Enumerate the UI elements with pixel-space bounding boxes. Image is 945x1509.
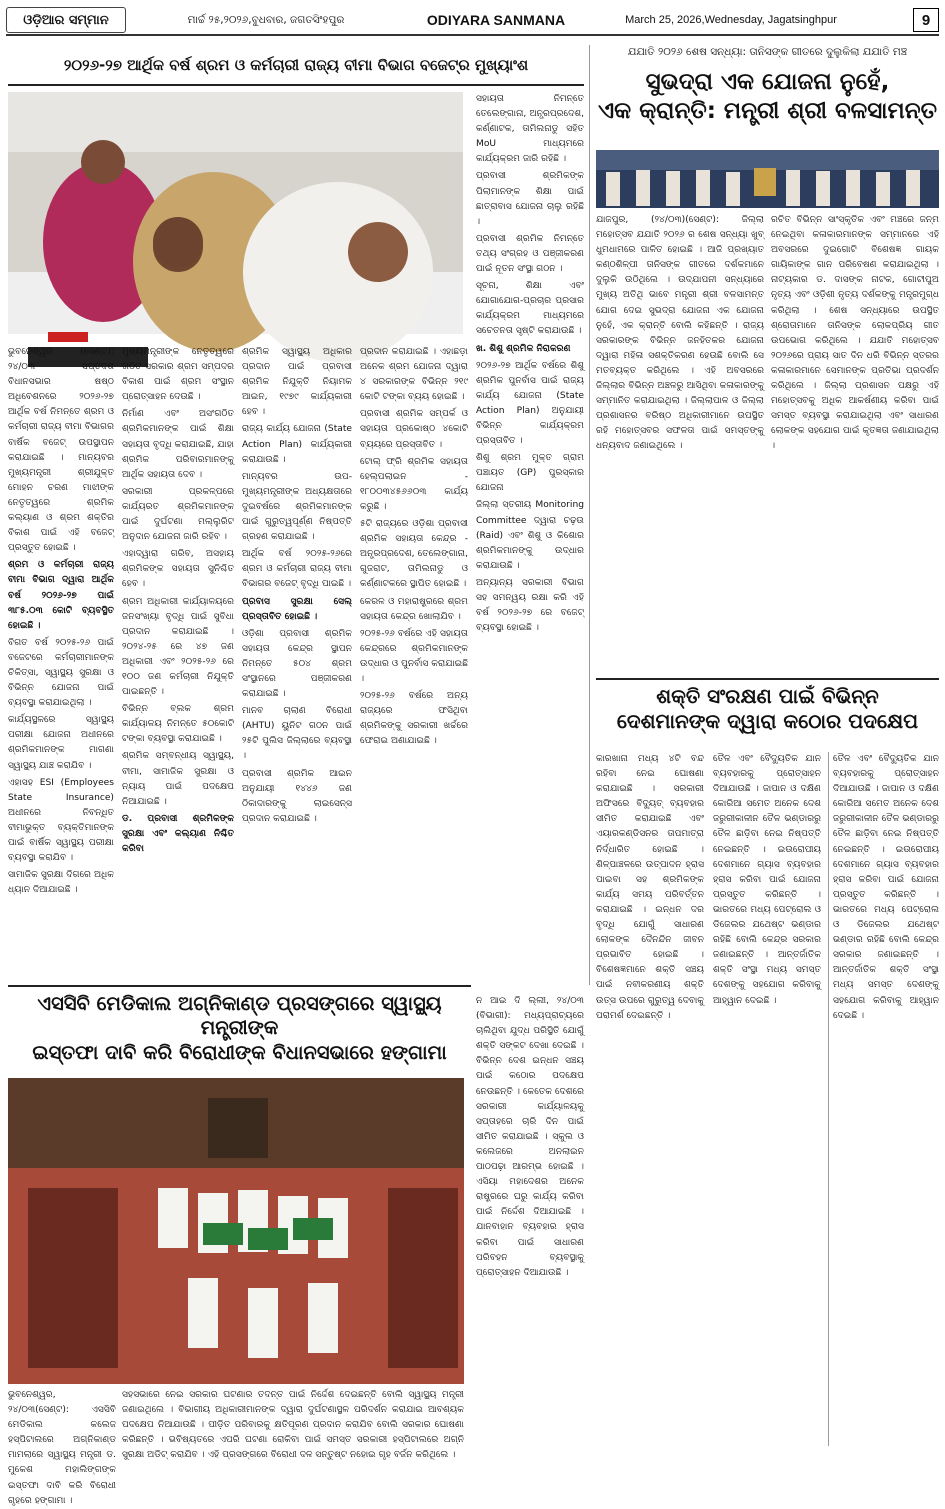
shakti-col4-para1: ତୈଳ ଏବଂ ବୈଦ୍ୟୁତିକ ଯାନ ବ୍ୟବହାରକୁ ପ୍ରୋତ୍ସାହନ ଦିଆଯାଉଛି । ଜାପାନ ଓ ଦକ୍ଷିଣ କୋରିଆ ସମେତ ଅନେକ ଦେଶ ଜରୁରୀକାଳୀନ ତୈଳ ଭଣ୍ଡାରରୁ ତୈଳ ଛାଡ଼ିବା ନେଇ ନିଷ୍ପତ୍ତି ନେଇଛନ୍ତି । ଇଉରୋପୀୟ ଦେଶମାନେ ଗ୍ୟାସ ବ୍ୟବହାର ହ୍ରାସ କରିବା ପାଇଁ ଯୋଜନା ପ୍ରସ୍ତୁତ କରିଛନ୍ତି । ଭାରତରେ ମଧ୍ୟ ପେଟ୍ରୋଲ ଓ ଡିଜେଲର ଯଥେଷ୍ଟ ଭଣ୍ଡାର ରହିଛି ବୋଲି କେନ୍ଦ୍ର ସରକାର ଜଣାଇଛନ୍ତି । ଆନ୍ତର୍ଜାତିକ ଶକ୍ତି ସଂସ୍ଥା ମଧ୍ୟ ସମସ୍ତ ଦେଶଙ୍କୁ ସହଯୋଗ କରିବାକୁ ଆହ୍ୱାନ ଦେଇଛି । [833,754,939,1021]
budget-col3-para3: ମାନ୍ୟବର ଉପ-ମୁଖ୍ୟମନ୍ତ୍ରୀଙ୍କ ଅଧ୍ୟକ୍ଷତାରେ ଦୁଇବର୍ଷରେ ଶ୍ରମିକମାନଙ୍କ ପାଇଁ ଗୁରୁତ୍ୱପୂର୍ଣ୍ଣ ନିଷ୍ପତ୍ତି ଗ୍ରହଣ କରାଯାଇଛି । [242,471,352,543]
shakti-column-2 [596,752,704,1446]
budget-col4-para1: ପ୍ରଦାନ କରାଯାଇଛି । ଏହାଛଡ଼ା ଅନେକ ଶ୍ରମ ଯୋଜନା ଦ୍ୱାରା ୪ ସରକାରଙ୍କ ବିଭିନ୍ନ ୨୧୯ କୋଟି ଟଙ୍କା ବ୍ୟୟ ହୋଇଛି । [360,347,468,403]
budget-column-4 [360,345,468,981]
budget-col5-para7: ଶିଶୁ ଶ୍ରମ ମୁକ୍ତ ଗ୍ରାମ ପଞ୍ଚାୟତ (GP) ପୁରସ୍କାର ଯୋଜନା [476,453,584,494]
subhadra-photo [596,150,939,208]
budget-col1-para1: ଭୁବନେଶ୍ୱର (ସେଣ୍ଟ): ୨୪/୦୩ ସପ୍ତଦଶ ବିଧାନସଭାର ଷଷ୍ଠ ଅଧିବେଶନରେ ୨୦୨୬-୨୭ ଆର୍ଥିକ ବର୍ଷ ନିମନ୍ତେ ଶ୍ରମ ଓ କର୍ମଚାରୀ ରାଜ୍ୟ ବୀମା ବିଭାଗର ବାର୍ଷିକ ବଜେଟ୍ ଉପସ୍ଥାପନ କରାଯାଇଛି । ମାନ୍ୟବର ମୁଖ୍ୟମନ୍ତ୍ରୀ ଶ୍ରୀଯୁକ୍ତ ମୋହନ ଚରଣ ମାଝୀଙ୍କ ନେତୃତ୍ୱରେ ଶ୍ରମିକ କଲ୍ୟାଣ ଓ ଶ୍ରମ ଶକ୍ତିର ବିକାଶ ପାଇଁ ଏହି ବଜେଟ୍ ପ୍ରସ୍ତୁତ ହୋଇଛି । [8,347,114,554]
budget-column-3 [242,345,352,981]
budget-col1-para4: କାର୍ଯ୍ୟସ୍ଥଳରେ ସ୍ୱାସ୍ଥ୍ୟ ପରୀକ୍ଷା ଯୋଜନା ଅଧୀନରେ ଶ୍ରମିକମାନଙ୍କ ମାଗଣା ସ୍ୱାସ୍ଥ୍ୟ ଯାଞ୍ଚ କରାଯିବ । [8,715,114,771]
budget-photo [8,92,463,334]
budget-col4-para3: ଟୋଲ୍ ଫ୍ରି ଶ୍ରମିକ ସହାୟତା ହେଲ୍ପଲାଇନ - ୧୮୦୦୩୪୫୬୬୦୩ କାର୍ଯ୍ୟ କରୁଛି । [360,456,468,512]
budget-col4-para2: ପ୍ରବାସୀ ଶ୍ରମିକ ସମ୍ପର୍କ ଓ ସହାୟତା ପ୍ରକୋଷ୍ଠ ୪କୋଟି ବ୍ୟୟରେ ପ୍ରସ୍ତାବିତ । [360,409,468,450]
budget-col4-para4: ୫ଟି ରାଜ୍ୟରେ ଓଡ଼ିଶା ପ୍ରବାସୀ ଶ୍ରମିକ ସହାୟତା କେନ୍ଦ୍ର - ଅନ୍ଧ୍ରପ୍ରଦେଶ, ତେଲେଙ୍ଗାନା, ଗୁଜରାଟ, ତାମିଲନାଡୁ ଓ କର୍ଣ୍ଣାଟକରେ ସ୍ଥାପିତ ହୋଇଛି । [360,519,468,590]
budget-column-5 [476,92,584,981]
shakti-col2-para1: କାରଖାନା ମଧ୍ୟ ୪ଟି ବନ୍ଦ ରହିବା ନେଇ ଘୋଷଣା କରାଯାଇଛି । ସରକାରୀ ଅଫିସରେ ବିଦ୍ୟୁତ୍ ବ୍ୟବହାର ସୀମିତ କରାଯାଇଛି ଏବଂ ଏୟାରକଣ୍ଡିସନର ତାପମାତ୍ରା ନିର୍ଦ୍ଧାରିତ ହୋଇଛି । ଶିଳ୍ପାଞ୍ଚଳରେ ଉତ୍ପାଦନ ହ୍ରାସ ପାଇବା ସହ ଶ୍ରମିକଙ୍କ କାର୍ଯ୍ୟ ସମୟ ପରିବର୍ତ୍ତନ କରାଯାଇଛି । ଇନ୍ଧନ ଦର ବୃଦ୍ଧି ଯୋଗୁଁ ସାଧାରଣ ଲୋକଙ୍କ ଦୈନନ୍ଦିନ ଜୀବନ ପ୍ରଭାବିତ ହୋଇଛି । ବିଶେଷଜ୍ଞମାନେ ଶକ୍ତି ସଞ୍ଚୟ ପାଇଁ ନବୀକରଣୀୟ ଶକ୍ତି ଉତ୍ସ ଉପରେ ଗୁରୁତ୍ୱ ଦେବାକୁ ପରାମର୍ଶ ଦେଇଛନ୍ତି । [596,754,704,1021]
newspaper-logo: ଓଡ଼ିଆର ସମ୍ମାନ [6,7,126,33]
budget-col5-para9: ଅନ୍ୟାନ୍ୟ ସରକାରୀ ବିଭାଗ ସହ ସମନ୍ୱୟ ରକ୍ଷା କରି ଏହି ବର୍ଷ ୨୦୨୬-୨୭ ରେ ବଜେଟ୍ ବ୍ୟବସ୍ଥା ହୋଇଛି । [476,577,584,634]
shakti-column-4 [833,752,939,1446]
shakti-column-1 [476,994,584,1446]
divider-shakti [596,678,939,680]
shakti-headline-line1: ଶକ୍ତି ସଂରକ୍ଷଣ ପାଇଁ ବିଭିନ୍ନ [656,684,879,708]
budget-col3-para5: ପ୍ରବାସ ସୁରକ୍ଷା ସେଲ୍‌ ପ୍ରସ୍ତାବିତ ହୋଇଛି । [242,596,352,622]
subhadra-kicker: ଯଯାତି ୨୦୨୬ ଶେଷ ସନ୍ଧ୍ୟା: ତାନିସଙ୍କ ଗୀତରେ ଦୁଲୁକିଲା ଯଯାତି ମଞ୍ଚ [627,46,908,58]
budget-headline: ୨୦୨୬-୨୭ ଆର୍ଥିକ ବର୍ଷ ଶ୍ରମ ଓ କର୍ମଚାରୀ ରାଜ୍ୟ ବୀମା ବିଭାଗ ବଜେଟ୍‌ର ମୁଖ୍ୟାଂଶ [8,56,584,86]
budget-col4-para7: ୨୦୨୫-୨୬ ବର୍ଷରେ ଅନ୍ୟ ରାଜ୍ୟରେ ଫସିଥିବା ଶ୍ରମିକଙ୍କୁ ସରକାରୀ ଖର୍ଚ୍ଚରେ ଫେରାଇ ଅଣାଯାଇଛି । [360,691,468,747]
shakti-headline-line2: ଦେଶମାନଙ୍କ ଦ୍ୱାରା କଠୋର ପଦକ୍ଷେପ [616,709,919,733]
newspaper-name: ODIYARA SANMANA [426,12,566,28]
scb-bottom-para: ସହସଭାରେ ନେଇ ସରକାର ଘଟଣାର ତଦନ୍ତ ପାଇଁ ନିର୍ଦ୍ଦେଶ ଦେଇଛନ୍ତି ବୋଲି ସ୍ୱାସ୍ଥ୍ୟ ମନ୍ତ୍ରୀ ଜଣାଇଥିଲେ । ବିଭାଗୀୟ ଅଧିକାରୀମାନଙ୍କ ଦ୍ୱାରା ଦୁର୍ଘଟଣାସ୍ଥଳ ପରିଦର୍ଶନ କରାଯାଇ ଆବଶ୍ୟକ ପଦକ୍ଷେପ ନିଆଯାଉଛି । ପୀଡ଼ିତ ପରିବାରକୁ କ୍ଷତିପୂରଣ ପ୍ରଦାନ କରାଯିବ ବୋଲି ସରକାର ଘୋଷଣା କରିଛନ୍ତି । ଭବିଷ୍ୟତରେ ଏପରି ଘଟଣା ରୋକିବା ପାଇଁ ସମସ୍ତ ସରକାରୀ ହସ୍ପିଟାଲରେ ଅଗ୍ନି ସୁରକ୍ଷା ଅଡିଟ୍ କରାଯିବ । ଏହି ପ୍ରସଙ୍ଗରେ ବିରୋଧୀ ଦଳ ସନ୍ତୁଷ୍ଟ ନହୋଇ ଗୃହ ବର୍ଜନ କରିଥିଲେ । [122,1390,464,1461]
budget-col2-para7: ଶ୍ରମିକ ସମ୍ବନ୍ଧୀୟ ସ୍ୱାସ୍ଥ୍ୟ, ବୀମା, ସାମାଜିକ ସୁରକ୍ଷା ଓ ନ୍ୟାୟ ପାଇଁ ପଦକ୍ଷେପ ନିଆଯାଇଛି । [122,751,234,807]
budget-column-1 [8,345,114,981]
scb-headline [8,992,471,1070]
budget-col3-para1: ଶ୍ରମିକ ସ୍ୱାସ୍ଥ୍ୟ ଅଧିକାର ପ୍ରଦାନ ପାଇଁ ପ୍ରବାସୀ ଶ୍ରମିକ ନିଯୁକ୍ତି ନିୟାମକ ଆଇନ, ୧୯୭୯ କାର୍ଯ୍ୟକାରୀ ହେବ । [242,347,352,418]
budget-col2-para8: ଡ. ପ୍ରବାସୀ ଶ୍ରମିକଙ୍କ ସୁରକ୍ଷା ଏବଂ କଲ୍ୟାଣ ନିଶ୍ଚିତ କରିବା [122,813,234,854]
budget-col2-para2: ନିର୍ମାଣ ଏବଂ ଅସଂଗଠିତ ଶ୍ରମିକମାନଙ୍କ ପାଇଁ ଶିକ୍ଷା ସହାୟତା ବୃଦ୍ଧି କରାଯାଇଛି, ଯାହା ଶ୍ରମିକ ପରିବାରମାନଙ୍କୁ ଆର୍ଥିକ ସହାୟତା ଦେବ । [122,409,234,480]
divider-scb [8,985,471,987]
budget-col2-para1: ମୁଖ୍ୟମନ୍ତ୍ରୀଙ୍କ ନେତୃତ୍ୱରେ ଗଠିତ ସରକାର ଶ୍ରମ ସମ୍ପଦର ବିକାଶ ପାଇଁ ଶ୍ରମ ସଂସ୍ଥାନ ପ୍ରୋତ୍ସାହନ ଦେଉଛି । [122,347,234,403]
budget-col1-para6: ସାମାଜିକ ସୁରକ୍ଷା ଦିଗରେ ଅଧିକ ଧ୍ୟାନ ଦିଆଯାଇଛି । [8,870,114,896]
subhadra-headline-line1: ସୁଭଦ୍ରା ଏକ ଯୋଜନା ନୁହେଁ, [645,69,890,95]
budget-col3-para6: ଓଡ଼ିଶା ପ୍ରବାସୀ ଶ୍ରମିକ ସହାୟତା କେନ୍ଦ୍ର ସ୍ଥାପନ ନିମନ୍ତେ ୫୦୪ ଶ୍ରମ ସଂସ୍ଥାନରେ ପଞ୍ଜୀକରଣ କରାଯାଇଛି । [242,628,352,700]
subhadra-col2-para1: ରଚିତ ବିଭିନ୍ନ ସାଂସ୍କୃତିକ ଏବଂ ମଞ୍ଚରେ ଜନ୍ମ ନେଇଥିବା କଳାକାରମାନଙ୍କ ସମ୍ମାନରେ ଏହି ଅବସରରେ ଦୁଇଗୋଟି ବିଶେଷଜ୍ଞ ଗାୟକ ଗାୟିକାଙ୍କ ଗାନ ପରିବେଷଣ କରାଯାଇଥିଲା । ନାଟ୍ୟକାର ଡ. ଦାସଙ୍କ ନାଟକ, ଗୋଟୀପୁଅ ନୃତ୍ୟ ଏବଂ ଓଡ଼ିଶୀ ନୃତ୍ୟ ଦର୍ଶକଙ୍କୁ ମନ୍ତ୍ରମୁଗ୍ଧ କରିଥିଲା । ଶେଷ ସନ୍ଧ୍ୟାରେ ଉପସ୍ଥିତ ଶ୍ରୋତାମାନେ ତାନିସଙ୍କ ଲୋକପ୍ରିୟ ଗୀତ ଉପଭୋଗ କରିଥିଲେ । ଯଯାତି ମହୋତ୍ସବ ୨୦୨୬ରେ ପ୍ରାୟ ସାତ ଦିନ ଧରି ବିଭିନ୍ନ ସ୍ତରର କଳାକାରମାନେ ସେମାନଙ୍କ ପ୍ରତିଭା ପ୍ରଦର୍ଶନ କରିଥିଲେ । ଜିଲ୍ଲା ପ୍ରଶାସନ ପକ୍ଷରୁ ଏହି ମହୋତ୍ସବକୁ ଅଧିକ ଆକର୍ଷଣୀୟ କରିବା ପାଇଁ ସମସ୍ତ ବ୍ୟବସ୍ଥା କରାଯାଇଥିଲା ଏବଂ ସାଧାରଣ ଲୋକଙ୍କ ସହଯୋଗ ପାଇଁ କୃତଜ୍ଞତା ଜଣାଯାଇଥିଲା । [771,215,939,452]
shakti-column-3 [713,752,821,1446]
budget-col5-para3: ପ୍ରବାସୀ ଶ୍ରମିକ ନିମନ୍ତେ ତଥ୍ୟ ସଂଗ୍ରହ ଓ ପଞ୍ଜୀକରଣ ପାଇଁ ନୂତନ ସଂସ୍ଥା ଗଠନ । [476,233,584,275]
scb-headline-line1: ଏସସିବି ମେଡିକାଲ ଅଗ୍ନିକାଣ୍ଡ ପ୍ରସଙ୍ଗରେ ସ୍ୱାସ୍ଥ୍ୟ ମନ୍ତ୍ରୀଙ୍କ [37,992,442,1040]
budget-column-2 [122,345,234,981]
budget-col1-para2: ଶ୍ରମ ଓ କର୍ମଚାରୀ ରାଜ୍ୟ ବୀମା ବିଭାଗ ଦ୍ୱାରା ଆର୍ଥିକ ବର୍ଷ ୨୦୨୬-୨୭ ପାଇଁ ୩୮୫.୦୩ କୋଟି ବ୍ୟବସ୍ଥିତ ହୋଇଛି । [8,560,114,631]
budget-col3-para2: ରାଜ୍ୟ କାର୍ଯ୍ୟ ଯୋଜନା (State Action Plan) କାର୍ଯ୍ୟକାରୀ କରାଯାଉଛି । [242,424,352,465]
date-english: March 25, 2026,Wednesday, Jagatsinghpur [625,14,837,26]
masthead [6,6,939,36]
subhadra-column-1 [596,213,764,673]
subhadra-col1-para1: ଯାଜପୁର, (୨୪/୦୩)(ସେଣ୍ଟ): ଜିଲ୍ଲା ମହୋତ୍ସବ ଯଯାତି ୨୦୨୬ ର ଶେଷ ସନ୍ଧ୍ୟା ଖୁବ୍ ଧୁମଧାମରେ ପାଳିତ ହୋଇଛି । ଆଜି ପ୍ରଖ୍ୟାତ କଣ୍ଠଶିଳ୍ପୀ ତାନିସଙ୍କ ଗୀତରେ ଦର୍ଶକମାନେ ଦୁଲୁକି ଉଠିଥିଲେ । ଉଦ୍‌ଯାପନୀ ସନ୍ଧ୍ୟାରେ ମୁଖ୍ୟ ଅତିଥି ଭାବେ ମନ୍ତ୍ରୀ ଶ୍ରୀ ବଳସାମନ୍ତ ଯୋଗ ଦେଇ ସୁଭଦ୍ରା ଯୋଜନା ଏକ ଯୋଜନା ନୁହେଁ, ଏକ କ୍ରାନ୍ତି ବୋଲି କହିଛନ୍ତି । ରାଜ୍ୟ ସରକାରଙ୍କ ବିଭିନ୍ନ ଜନହିତକର ଯୋଜନା ଦ୍ୱାରା ମହିଳା ସଶକ୍ତିକରଣ ହେଉଛି ବୋଲି ସେ ମତବ୍ୟକ୍ତ କରିଥିଲେ । ଏହି ଅବସରରେ ଜିଲ୍ଲାର ବିଭିନ୍ନ ଅଞ୍ଚଳରୁ ଆସିଥିବା କଳାକାରଙ୍କୁ ସମ୍ମାନିତ କରାଯାଇଥିଲା । ଜିଲ୍ଲାପାଳ ଓ ଜିଲ୍ଲା ପ୍ରଶାସନର ବରିଷ୍ଠ ଅଧିକାରୀମାନେ ଉପସ୍ଥିତ ରହି ମହୋତ୍ସବର ସଫଳତା ପାଇଁ ସମସ୍ତଙ୍କୁ ଧନ୍ୟବାଦ ଜଣାଇଥିଲେ । [596,215,764,452]
budget-col4-para6: ୨୦୨୫-୨୬ ବର୍ଷରେ ଏହି ସହାୟତା କେନ୍ଦ୍ରରେ ଶ୍ରମିକମାନଙ୍କ ଉଦ୍ଧାର ଓ ପୁନର୍ବାସ କରାଯାଇଛି । [360,628,468,684]
subhadra-headline-line2: ଏକ କ୍ରାନ୍ତି: ମନ୍ତ୍ରୀ ଶ୍ରୀ ବଳସାମନ୍ତ [598,97,937,124]
budget-col2-para3: ସରକାରୀ ପ୍ରକଳ୍ପରେ କାର୍ଯ୍ୟରତ ଶ୍ରମିକମାନଙ୍କ ପାଇଁ ଦୁର୍ଘଟଣା ମଲ୍ଲୁରିଟ ଅନୁଦାନ ଯୋଜନା ଜାରି ରହିବ । [122,486,234,543]
shakti-col3-para1: ତୈଳ ଏବଂ ବୈଦ୍ୟୁତିକ ଯାନ ବ୍ୟବହାରକୁ ପ୍ରୋତ୍ସାହନ ଦିଆଯାଉଛି । ଜାପାନ ଓ ଦକ୍ଷିଣ କୋରିଆ ସମେତ ଅନେକ ଦେଶ ଜରୁରୀକାଳୀନ ତୈଳ ଭଣ୍ଡାରରୁ ତୈଳ ଛାଡ଼ିବା ନେଇ ନିଷ୍ପତ୍ତି ନେଇଛନ୍ତି । ଇଉରୋପୀୟ ଦେଶମାନେ ଗ୍ୟାସ ବ୍ୟବହାର ହ୍ରାସ କରିବା ପାଇଁ ଯୋଜନା ପ୍ରସ୍ତୁତ କରିଛନ୍ତି । ଭାରତରେ ମଧ୍ୟ ପେଟ୍ରୋଲ ଓ ଡିଜେଲର ଯଥେଷ୍ଟ ଭଣ୍ଡାର ରହିଛି ବୋଲି କେନ୍ଦ୍ର ସରକାର ଜଣାଇଛନ୍ତି । ଆନ୍ତର୍ଜାତିକ ଶକ୍ତି ସଂସ୍ଥା ମଧ୍ୟ ସମସ୍ତ ଦେଶଙ୍କୁ ସହଯୋଗ କରିବାକୁ ଆହ୍ୱାନ ଦେଇଛି । [713,754,821,1006]
divider-vertical-left [589,45,590,985]
budget-col3-para7: ମାନବ ଚାଲାଣ ବିରୋଧୀ (AHTU) ୟୁନିଟ ଗଠନ ପାଇଁ ୨୫ଟି ପୁଲିସ ଜିଲ୍ଲାରେ ବ୍ୟବସ୍ଥା । [242,706,352,762]
budget-col2-para6: ବିଭିନ୍ନ ବ୍ଲକ ଶ୍ରମ କାର୍ଯ୍ୟାଳୟ ନିମନ୍ତେ ୫୦କୋଟି ଟଙ୍କା ବ୍ୟବସ୍ଥା କରାଯାଇଛି । [122,704,234,745]
budget-col2-para5: ଶ୍ରମ ଅଧିକାରୀ କାର୍ଯ୍ୟାଳୟରେ ଜନସଂଖ୍ୟା ବୃଦ୍ଧି ପାଇଁ ସୁବିଧା ପ୍ରଦାନ କରାଯାଇଛି । ୨୦୨୪-୨୫ ରେ ୪୭ ଜଣ ଅଧିକାରୀ ଏବଂ ୨୦୨୫-୨୬ ରେ ୧୦୦ ଜଣ କର୍ମଚାରୀ ନିଯୁକ୍ତି ପାଇଛନ୍ତି । [122,596,234,698]
scb-column-2 [122,1388,464,1461]
divider-vertical-right [828,752,829,1446]
budget-col5-para1: ସହାୟତା ନିମନ୍ତେ ତେଲେଙ୍ଗାନା, ଅନ୍ଧ୍ରପ୍ରଦେଶ, କର୍ଣ୍ଣାଟକ, ତାମିଲନାଡୁ ସହିତ MoU ମାଧ୍ୟମରେ କାର୍ଯ୍ୟକ୍ରମ ଜାରି ରହିଛି । [476,94,584,165]
budget-col1-para3: ବିଗତ ବର୍ଷ ୨୦୨୫-୨୬ ପାଇଁ ବଜେଟରେ କର୍ମଚାରୀମାନଙ୍କ ଚିକିତ୍ସା, ସ୍ୱାସ୍ଥ୍ୟ ସୁରକ୍ଷା ଓ ବିଭିନ୍ନ ଯୋଜନା ପାଇଁ ବ୍ୟବସ୍ଥା କରାଯାଇଥିଲା । [8,637,114,709]
scb-dateline: ଭୁବନେଶ୍ୱର, ୨୪/୦୩(ସେଣ୍ଟ): ଏସସିବି ମେଡିକାଲ କଲେଜ ହସ୍ପିଟାଲରେ ଅଗ୍ନିକାଣ୍ଡ ମାମଲାରେ ସ୍ୱାସ୍ଥ୍ୟ ମନ୍ତ୍ରୀ ଡ. ମୁକେଶ ମହାଲିଙ୍ଗଙ୍କ ଇସ୍ତଫା ଦାବି କରି ବିରୋଧୀ ଗୃହରେ ହଙ୍ଗାମା । [8,1390,116,1506]
subhadra-column-2 [771,213,939,673]
budget-col2-para4: ଏହାଦ୍ୱାରା ଗରିବ, ଅସହାୟ ଶ୍ରମିକଙ୍କ ସହାୟତା ସୁନିଶ୍ଚିତ ହେବ । [122,549,234,590]
subhadra-headline [596,68,939,144]
budget-col5-para6: ୨୦୨୬-୨୭ ଆର୍ଥିକ ବର୍ଷରେ ଶିଶୁ ଶ୍ରମିକ ପୁନର୍ବାସ ପାଇଁ ରାଜ୍ୟ କାର୍ଯ୍ୟ ଯୋଜନା (State Action Plan) ଅନୁଯାୟୀ ବିଭିନ୍ନ କାର୍ଯ୍ୟକ୍ରମ ପ୍ରସ୍ତାବିତ । [476,360,584,447]
page-number: 9 [913,8,939,32]
budget-col5-para8: ଜିଲ୍ଲା ସ୍ତରୀୟ Monitoring Committee ଦ୍ୱାରା ଚଢ଼ଉ (Raid) ଏବଂ ଶିଶୁ ଓ କିଶୋର ଶ୍ରମିକମାନଙ୍କୁ ଉଦ୍ଧାର କରାଯାଉଛି । [476,500,584,571]
shakti-col1-para1: ନ ଆଇ ଦି ଲ୍ଲୀ, ୨୪/୦୩ (ବିଭାଗୀ): ମଧ୍ୟପ୍ରାଚ୍ୟରେ ଚାଲିଥିବା ଯୁଦ୍ଧ ପରିସ୍ଥିତି ଯୋଗୁଁ ଶକ୍ତି ସଙ୍କଟ ଦେଖା ଦେଇଛି । ବିଭିନ୍ନ ଦେଶ ଇନ୍ଧନ ସଞ୍ଚୟ ପାଇଁ କଠୋର ପଦକ୍ଷେପ ନେଉଛନ୍ତି । କେତେକ ଦେଶରେ ସରକାରୀ କାର୍ଯ୍ୟାଳୟକୁ ସପ୍ତାହରେ ଚାରି ଦିନ ପାଇଁ ସୀମିତ କରାଯାଇଛି । ସ୍କୁଲ ଓ କଲେଜରେ ଅନଲାଇନ ପାଠପଢ଼ା ଆରମ୍ଭ ହୋଇଛି । ଏସିୟା ମହାଦେଶର ଅନେକ ରାଷ୍ଟ୍ରରେ ଘରୁ କାର୍ଯ୍ୟ କରିବା ପାଇଁ ନିର୍ଦ୍ଦେଶ ଦିଆଯାଇଛି । ଯାନବାହାନ ବ୍ୟବହାର ହ୍ରାସ କରିବା ପାଇଁ ସାଧାରଣ ପରିବହନ ବ୍ୟବସ୍ଥାକୁ ପ୍ରୋତ୍ସାହନ ଦିଆଯାଉଛି । [476,996,584,1278]
budget-col5-para2: ପ୍ରବାସୀ ଶ୍ରମିକଙ୍କ ପିଲାମାନଙ୍କ ଶିକ୍ଷା ପାଇଁ ଛାତ୍ରାବାସ ଯୋଜନା ଚାଲୁ ରହିଛି । [476,171,584,227]
date-odia: ମାର୍ଚ୍ଚ ୨୫,୨୦୨୬,ବୁଧବାର, ଜଗତସିଂହପୁର [187,13,345,26]
budget-col5-para5: ଖ. ଶିଶୁ ଶ୍ରମିକ ନିରାକରଣ [476,343,571,354]
scb-assembly-photo [8,1078,464,1384]
budget-col3-para8: ପ୍ରବାସୀ ଶ୍ରମିକ ଆଇନ ଅନୁଯାୟୀ ୧୪୪୬ ଜଣ ଠିକାଦାରଙ୍କୁ ଲାଇସେନ୍ସ ପ୍ରଦାନ କରାଯାଇଛି । [242,768,352,824]
budget-col3-para4: ଆର୍ଥିକ ବର୍ଷ ୨୦୨୫-୨୬ରେ ଶ୍ରମ ଓ କର୍ମଚାରୀ ରାଜ୍ୟ ବୀମା ବିଭାଗର ବଜେଟ୍ ବୃଦ୍ଧି ପାଇଛି । [242,549,352,590]
shakti-headline [596,684,939,746]
budget-col1-para5: ଏହାସହ ESI (Employees State Insurance) ଅଧୀନରେ ନିବନ୍ଧିତ ବୀମାଭୁକ୍ତ ବ୍ୟକ୍ତିମାନଙ୍କ ପାଇଁ ବାର୍ଷିକ ସ୍ୱାସ୍ଥ୍ୟ ପରୀକ୍ଷା ବ୍ୟବସ୍ଥା କରାଯିବ । [8,777,114,864]
scb-column-1 [8,1388,116,1506]
budget-col5-para4: ସୂଚନା, ଶିକ୍ଷା ଏବଂ ଯୋଗାଯୋଗ-ପ୍ରଚାର ପ୍ରସାର କାର୍ଯ୍ୟକ୍ରମ ମାଧ୍ୟମରେ ସଚେତନତା ସୃଷ୍ଟି କରାଯାଉଛି । [476,281,584,337]
scb-headline-line2: ଇସ୍ତଫା ଦାବି କରି ବିରୋଧୀଙ୍କ ବିଧାନସଭାରେ ହଙ୍ଗାମା [32,1040,447,1064]
budget-col4-para5: କେରଳ ଓ ମହାରାଷ୍ଟ୍ରରେ ଶ୍ରମ ସହାୟତା କେନ୍ଦ୍ର ଖୋଲାଯିବ । [360,596,468,622]
